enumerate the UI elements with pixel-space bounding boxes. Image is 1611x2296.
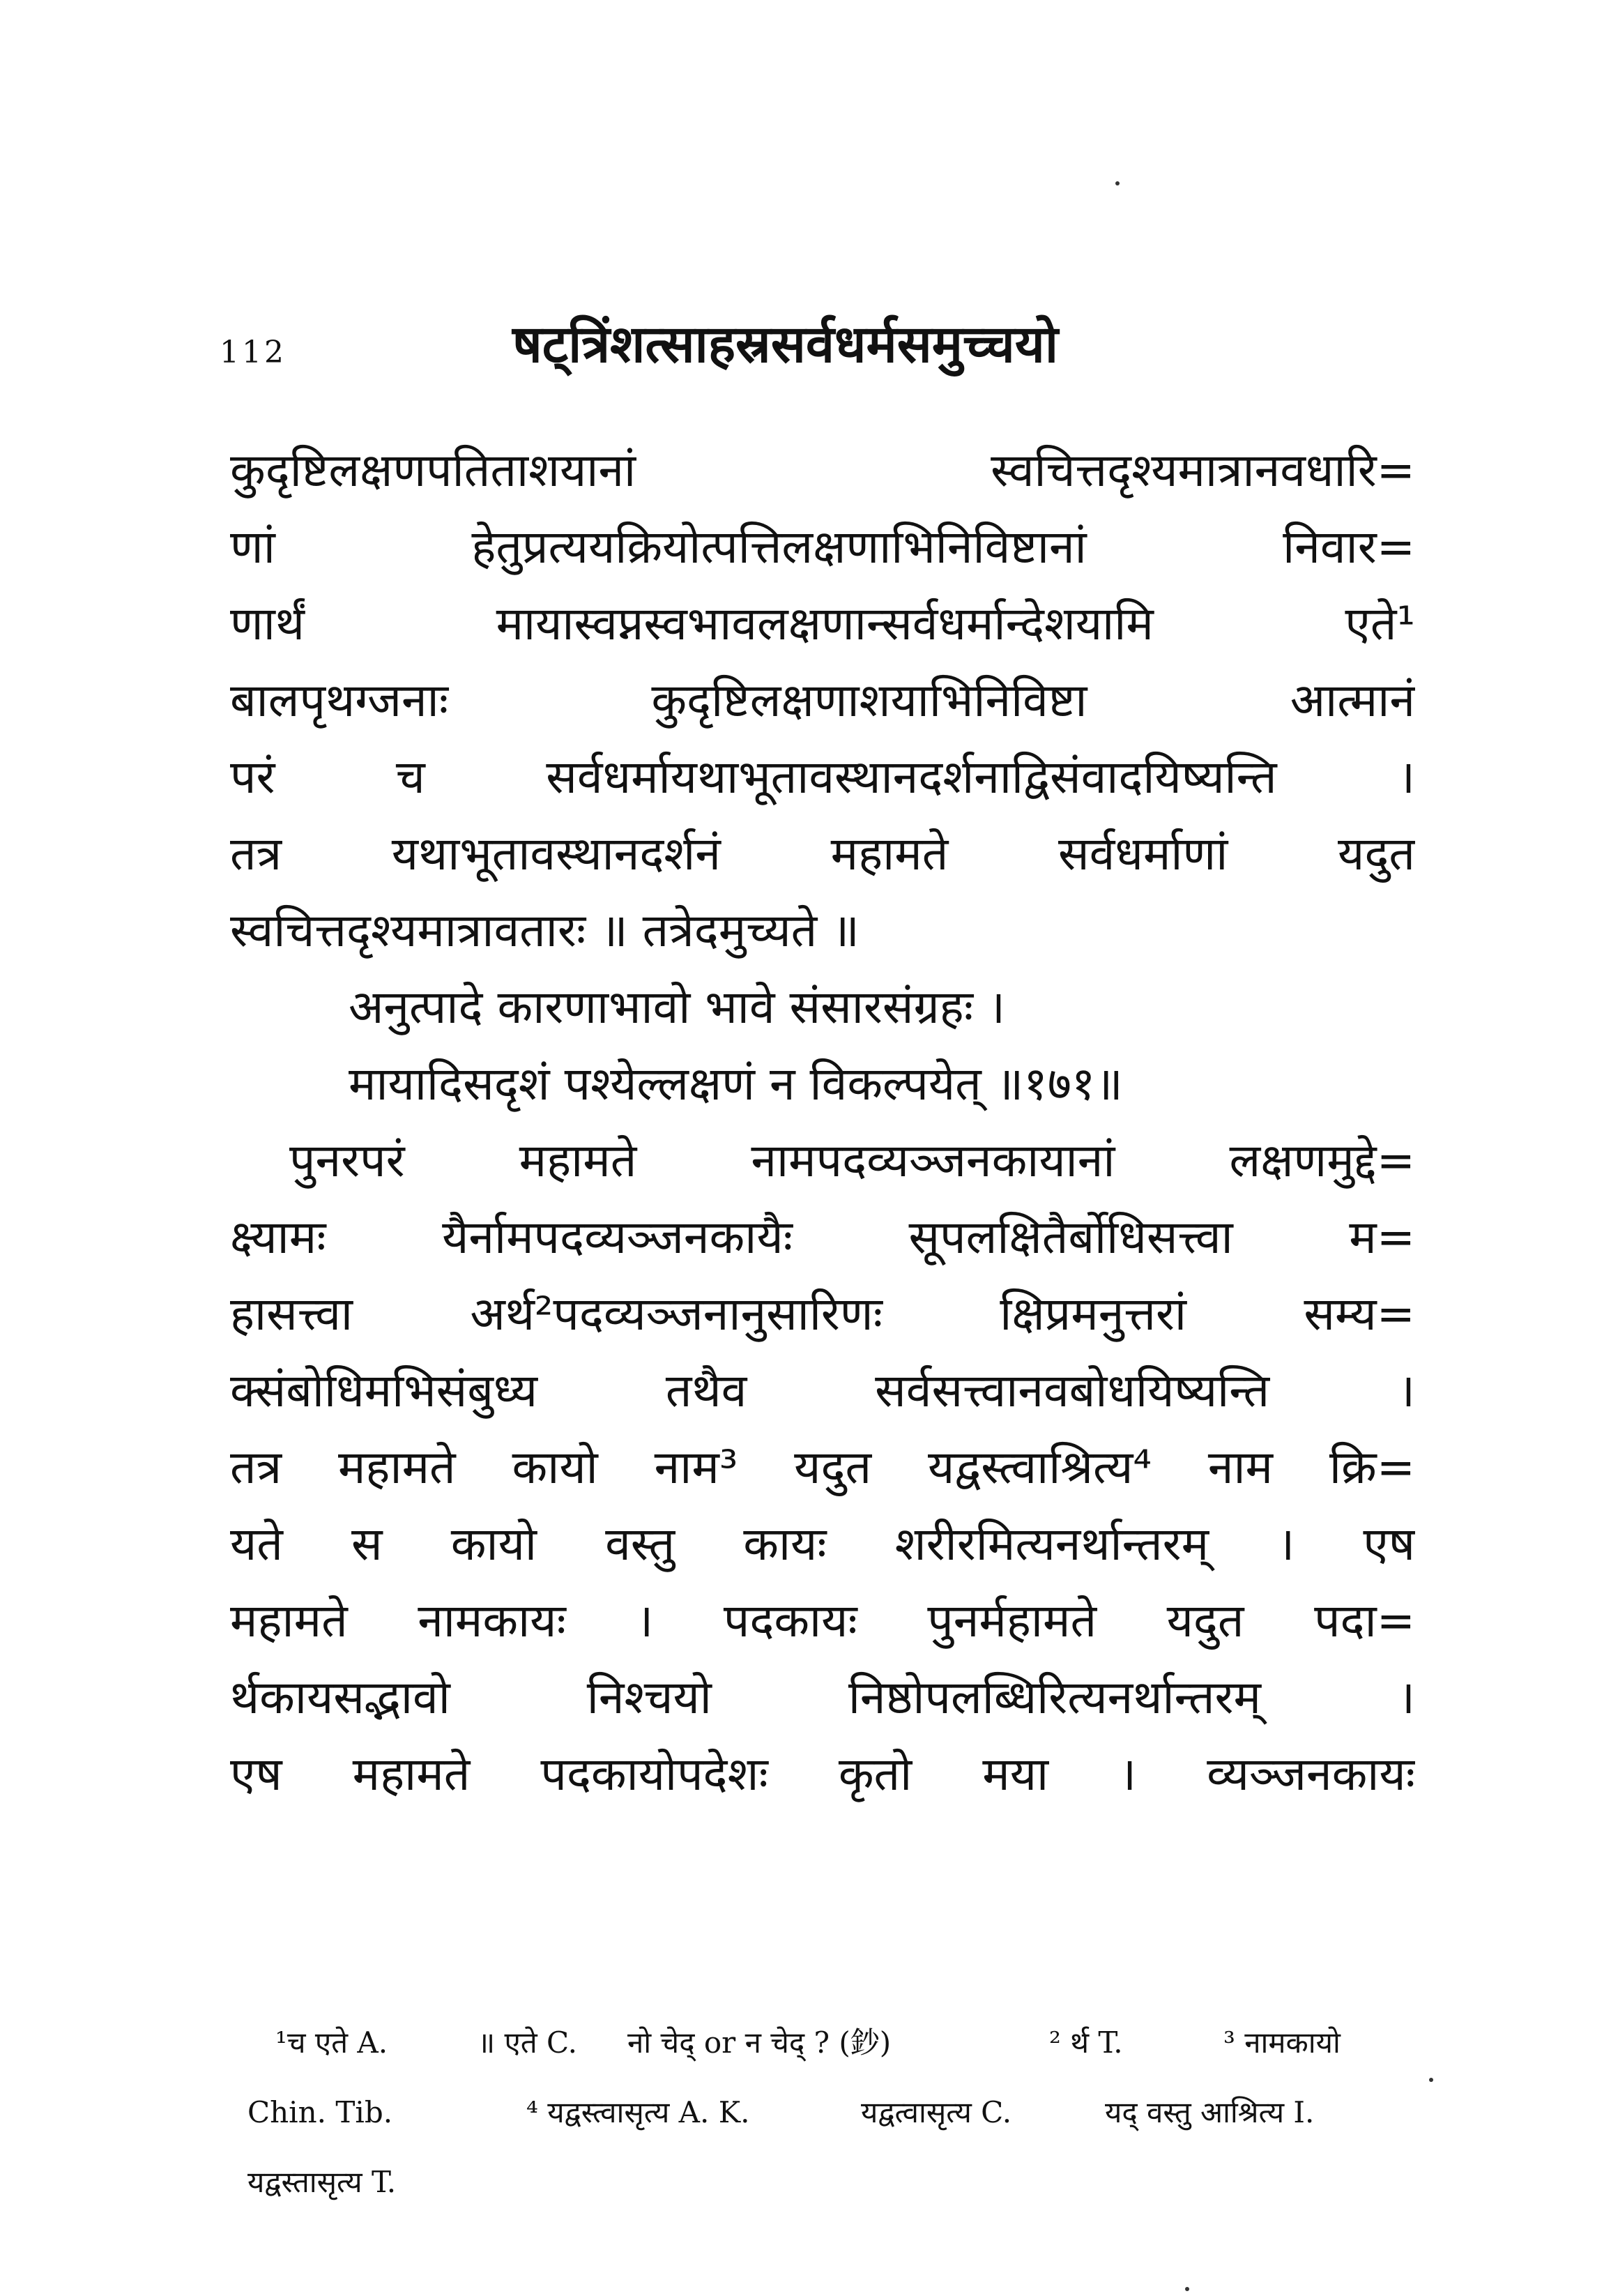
footnote-1-variant: ॥ एते C.: [478, 2025, 578, 2060]
text-line: बालपृथग्जनाः कुदृष्टिलक्षणाशयाभिनिविष्टा आत्मानं: [230, 674, 1415, 727]
text-line: हासत्त्वा अर्थ²पदव्यञ्जनानुसारिणः क्षिप्रमनुत्तरां सम्य=: [230, 1287, 1415, 1341]
text-line: क्ष्यामः यैर्नामपदव्यञ्जनकायैः सूपलक्षितैर्बोधिसत्त्वा म=: [230, 1210, 1415, 1264]
running-title: षट्त्रिंशत्साहस्रसर्वधर्मसमुच्चयो: [512, 314, 1058, 374]
text-line: तत्र महामते कायो नाम³ यदुत यद्वस्त्वाश्रित्य⁴ नाम क्रि=: [230, 1440, 1415, 1494]
main-text: [230, 432, 1415, 1813]
text-line: पुनरपरं महामते नामपदव्यञ्जनकायानां लक्षणमुद्दे=: [289, 1134, 1415, 1187]
page-header: [220, 307, 1440, 390]
footnote-4-variant: यद् वस्तु आश्रित्य I.: [1105, 2095, 1315, 2129]
text-line: र्थकायसद्भावो निश्चयो निष्ठोपलब्धिरित्यनर्थान्तरम् ।: [230, 1671, 1415, 1724]
footnote-1: ¹च एते A.: [275, 2025, 388, 2060]
text-line: एष महामते पदकायोपदेशः कृतो मया । व्यञ्जनकायः: [230, 1747, 1415, 1801]
page-number: 112: [220, 335, 287, 370]
text-line: महामते नामकायः । पदकायः पुनर्महामते यदुत पदा=: [230, 1594, 1415, 1648]
footnote-1-cont: Chin. Tib.: [247, 2095, 393, 2129]
text-line: परं च सर्वधर्मायथाभूतावस्थानदर्शनाद्विसंवादयिष्यन्ति ।: [230, 750, 1415, 804]
text-line: णां हेतुप्रत्ययक्रियोत्पत्तिलक्षणाभिनिविष्टानां निवार=: [230, 520, 1415, 574]
footnote-1-note: नो चेद् or न चेद् ? (鈔): [627, 2025, 892, 2060]
footnote-3: ³ नामकायो: [1223, 2025, 1341, 2060]
footnote-4-cont: यद्वस्तासृत्य T.: [247, 2165, 397, 2199]
footnotes: [247, 2008, 1419, 2217]
scan-speck: [1185, 2287, 1189, 2291]
footnote-line: [247, 2078, 1419, 2147]
verse-line: अनुत्पादे कारणाभावो भावे संसारसंग्रहः ।: [349, 980, 1006, 1034]
text-line: स्वचित्तदृश्यमात्रावतारः ॥ तत्रेदमुच्यते ॥: [230, 904, 860, 957]
text-line: यते स कायो वस्तु कायः शरीरमित्यनर्थान्तरम् । एष: [230, 1517, 1415, 1571]
footnote-2: ² र्थ T.: [1049, 2025, 1123, 2060]
scan-speck: [1429, 2078, 1433, 2082]
footnote-4-variant: यद्वत्वासृत्य C.: [861, 2095, 1012, 2129]
text-line: तत्र यथाभूतावस्थानदर्शनं महामते सर्वधर्माणां यदुत: [230, 827, 1415, 881]
footnote-line: [247, 2008, 1419, 2078]
text-line: कुदृष्टिलक्षणपतिताशयानां स्वचित्तदृश्यमात्रानवधारि=: [230, 443, 1415, 497]
text-line: क्संबोधिमभिसंबुध्य तथैव सर्वसत्त्वानवबोधयिष्यन्ति ।: [230, 1364, 1415, 1417]
footnote-line: [247, 2147, 1419, 2217]
text-line: णार्थं मायास्वप्नस्वभावलक्षणान्सर्वधर्मान्देशयामि एते¹: [230, 597, 1415, 651]
footnote-4: ⁴ यद्वस्त्वासृत्य A. K.: [526, 2095, 750, 2129]
scan-speck: [1115, 181, 1120, 185]
verse-line: मायादिसदृशं पश्येल्लक्षणं न विकल्पयेत् ॥१७१॥: [349, 1057, 1123, 1111]
